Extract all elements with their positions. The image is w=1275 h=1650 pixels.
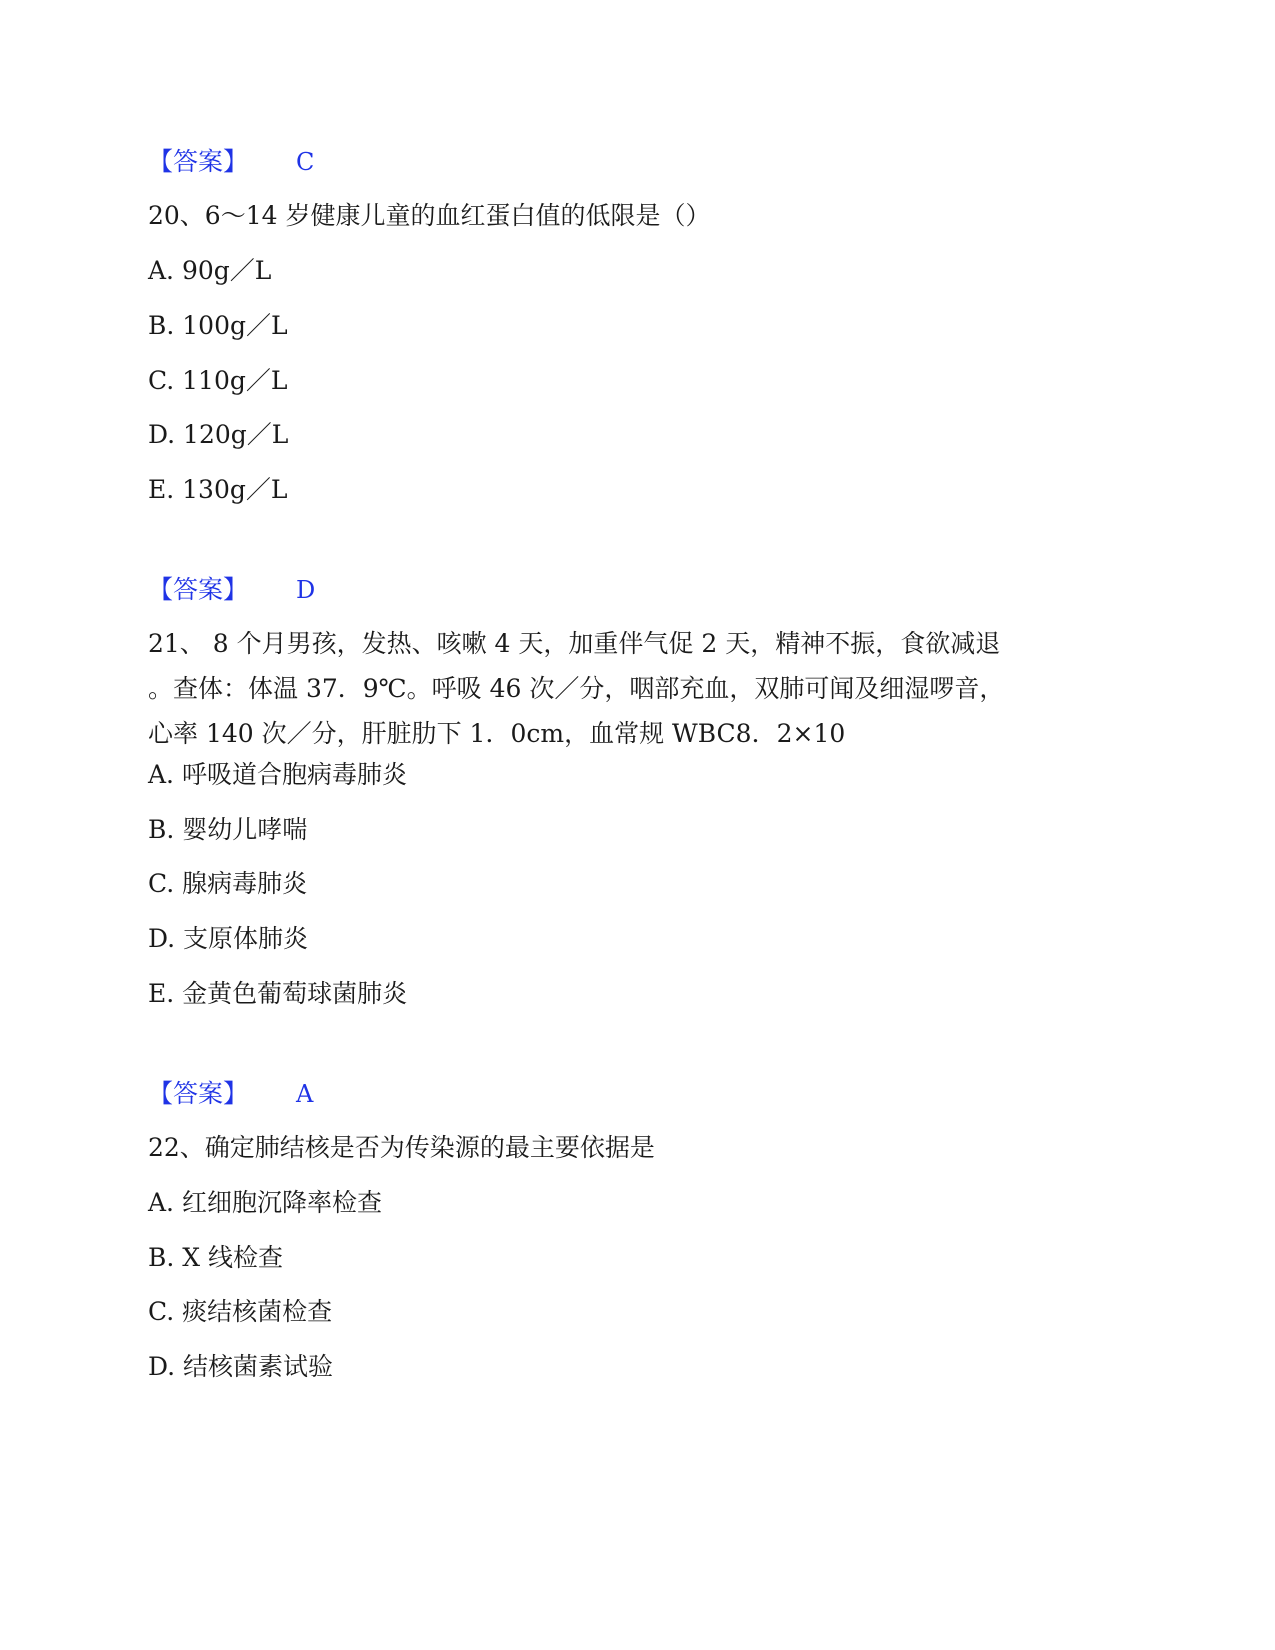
option-q20-e: E. 130g／L [148,475,288,504]
stem-line: 21、 8 个月男孩，发热、咳嗽 4 天，加重伴气促 2 天，精神不振，食欲减退 [148,629,1001,658]
stem-line: 心率 140 次／分，肝脏肋下 1．0cm，血常规 WBC8．2×10 [148,719,846,748]
question-stem-q20: 20、6～14 岁健康儿童的血红蛋白值的低限是（） [148,201,711,230]
answer-label: 【答案】 [148,147,249,176]
option-q22-b: B. X 线检查 [148,1243,284,1272]
answer-line-q20 [148,572,315,608]
option-q21-a: A. 呼吸道合胞病毒肺炎 [148,760,407,789]
option-q22-d: D. 结核菌素试验 [148,1352,334,1381]
answer-line-q21 [148,1076,313,1112]
option-q21-c: C. 腺病毒肺炎 [148,869,308,898]
answer-line-q19 [148,144,314,180]
option-q20-d: D. 120g／L [148,420,289,449]
answer-label: 【答案】 [148,1079,249,1108]
stem-line: 。查体：体温 37．9℃。呼吸 46 次／分，咽部充血，双肺可闻及细湿啰音， [148,674,1005,703]
option-q22-a: A. 红细胞沉降率检查 [148,1188,382,1217]
option-q21-d: D. 支原体肺炎 [148,924,309,953]
option-q22-c: C. 痰结核菌检查 [148,1297,333,1326]
answer-value: D [296,576,316,604]
option-q20-a: A. 90g／L [148,256,272,285]
question-stem-q21 [148,621,1138,756]
option-q21-e: E. 金黄色葡萄球菌肺炎 [148,979,408,1008]
question-stem-q22: 22、确定肺结核是否为传染源的最主要依据是 [148,1133,655,1162]
answer-label: 【答案】 [148,575,249,604]
answer-value: A [296,1080,314,1108]
option-q20-b: B. 100g／L [148,311,288,340]
answer-value: C [296,148,315,176]
option-q20-c: C. 110g／L [148,366,288,395]
option-q21-b: B. 婴幼儿哮喘 [148,815,308,844]
